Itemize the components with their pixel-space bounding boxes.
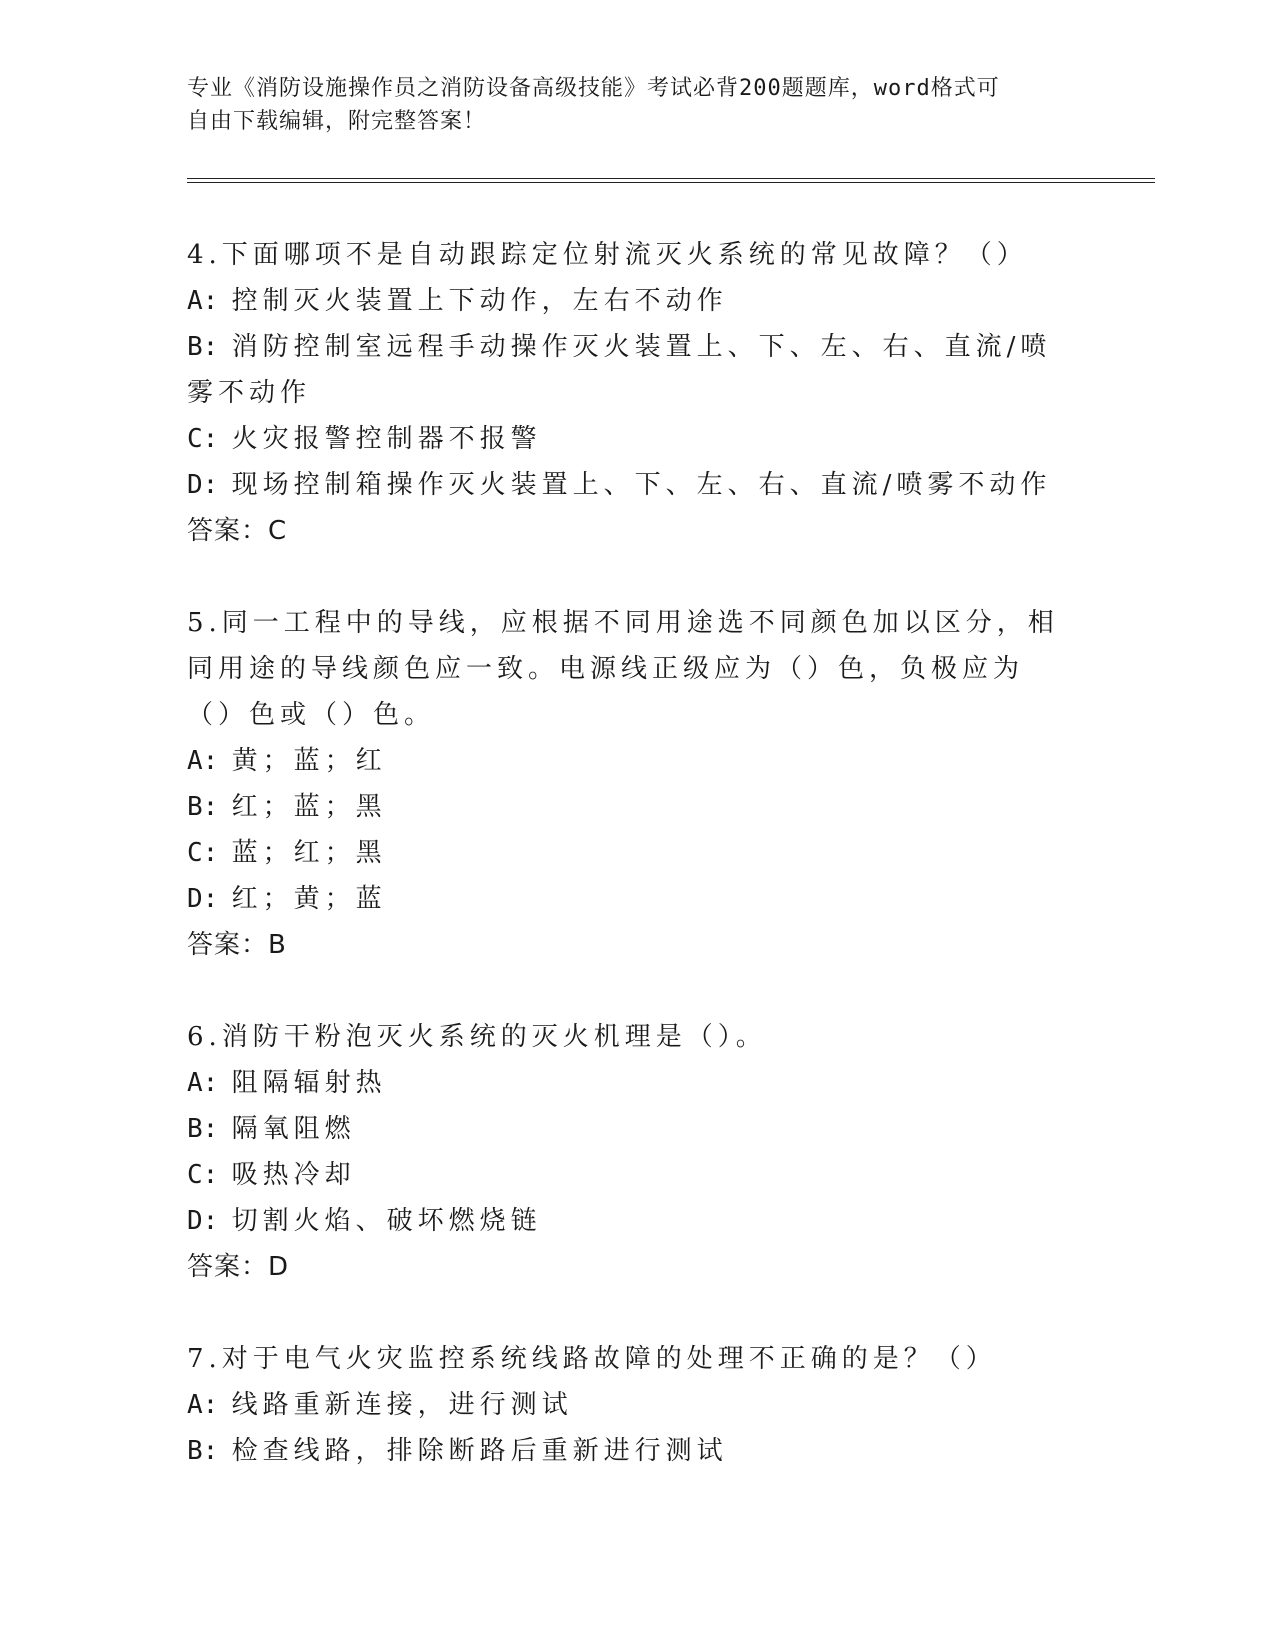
option-c	[187, 830, 1067, 876]
option-text: 消防控制室远程手动操作灭火装置上、下、左、右、直流/喷雾不动作	[187, 332, 1052, 408]
option-key: B:	[187, 1436, 219, 1466]
option-key: D:	[187, 1206, 219, 1236]
option-c	[187, 416, 1067, 462]
question-7	[187, 1336, 1067, 1474]
option-text: 红；黄；蓝	[231, 884, 387, 914]
option-key: C:	[187, 1160, 219, 1190]
option-text: 蓝；红；黑	[231, 838, 387, 868]
option-key: C:	[187, 838, 219, 868]
option-key: B:	[187, 1114, 219, 1144]
answer-line: 答案：B	[187, 930, 287, 960]
option-text: 线路重新连接，进行测试	[231, 1390, 573, 1420]
option-a	[187, 1382, 1067, 1428]
question-6	[187, 1014, 1067, 1290]
option-key: A:	[187, 1068, 219, 1098]
question-stem: 7.对于电气火灾监控系统线路故障的处理不正确的是？（）	[187, 1344, 997, 1374]
option-key: B:	[187, 332, 219, 362]
question-5	[187, 600, 1067, 968]
answer-line: 答案：C	[187, 516, 288, 546]
question-stem: 6.消防干粉泡灭火系统的灭火机理是（）。	[187, 1022, 767, 1052]
header-title-line-1: 专业《消防设施操作员之消防设备高级技能》考试必背200题题库，word格式可	[187, 76, 1000, 101]
option-key: A:	[187, 1390, 219, 1420]
option-text: 现场控制箱操作灭火装置上、下、左、右、直流/喷雾不动作	[231, 470, 1052, 500]
option-a	[187, 278, 1067, 324]
question-4	[187, 232, 1067, 554]
option-b	[187, 1106, 1067, 1152]
question-stem: 5.同一工程中的导线，应根据不同用途选不同颜色加以区分，相同用途的导线颜色应一致。电源线正级应为（）色，负极应为（）色或（）色。	[187, 608, 1059, 730]
option-key: A:	[187, 286, 219, 316]
question-list	[187, 232, 1067, 1520]
option-text: 红；蓝；黑	[231, 792, 387, 822]
option-d	[187, 1198, 1067, 1244]
option-text: 隔氧阻燃	[231, 1114, 356, 1144]
option-d	[187, 876, 1067, 922]
option-d	[187, 462, 1067, 508]
option-a	[187, 738, 1067, 784]
option-text: 吸热冷却	[231, 1160, 356, 1190]
question-stem: 4.下面哪项不是自动跟踪定位射流灭火系统的常见故障？（）	[187, 240, 1028, 270]
option-key: D:	[187, 884, 219, 914]
option-text: 切割火焰、破坏燃烧链	[231, 1206, 542, 1236]
option-b	[187, 1428, 1067, 1474]
option-text: 火灾报警控制器不报警	[231, 424, 542, 454]
option-text: 阻隔辐射热	[231, 1068, 387, 1098]
option-key: B:	[187, 792, 219, 822]
header-title-line-2: 自由下载编辑，附完整答案！	[187, 109, 487, 134]
option-key: D:	[187, 470, 219, 500]
option-key: A:	[187, 746, 219, 776]
option-key: C:	[187, 424, 219, 454]
option-c	[187, 1152, 1067, 1198]
option-text: 控制灭火装置上下动作，左右不动作	[231, 286, 728, 316]
option-a	[187, 1060, 1067, 1106]
header-divider	[187, 178, 1155, 183]
answer-line: 答案：D	[187, 1252, 290, 1282]
option-text: 黄；蓝；红	[231, 746, 387, 776]
option-b	[187, 324, 1067, 416]
document-header	[187, 72, 1067, 138]
option-b	[187, 784, 1067, 830]
option-text: 检查线路，排除断路后重新进行测试	[231, 1436, 728, 1466]
